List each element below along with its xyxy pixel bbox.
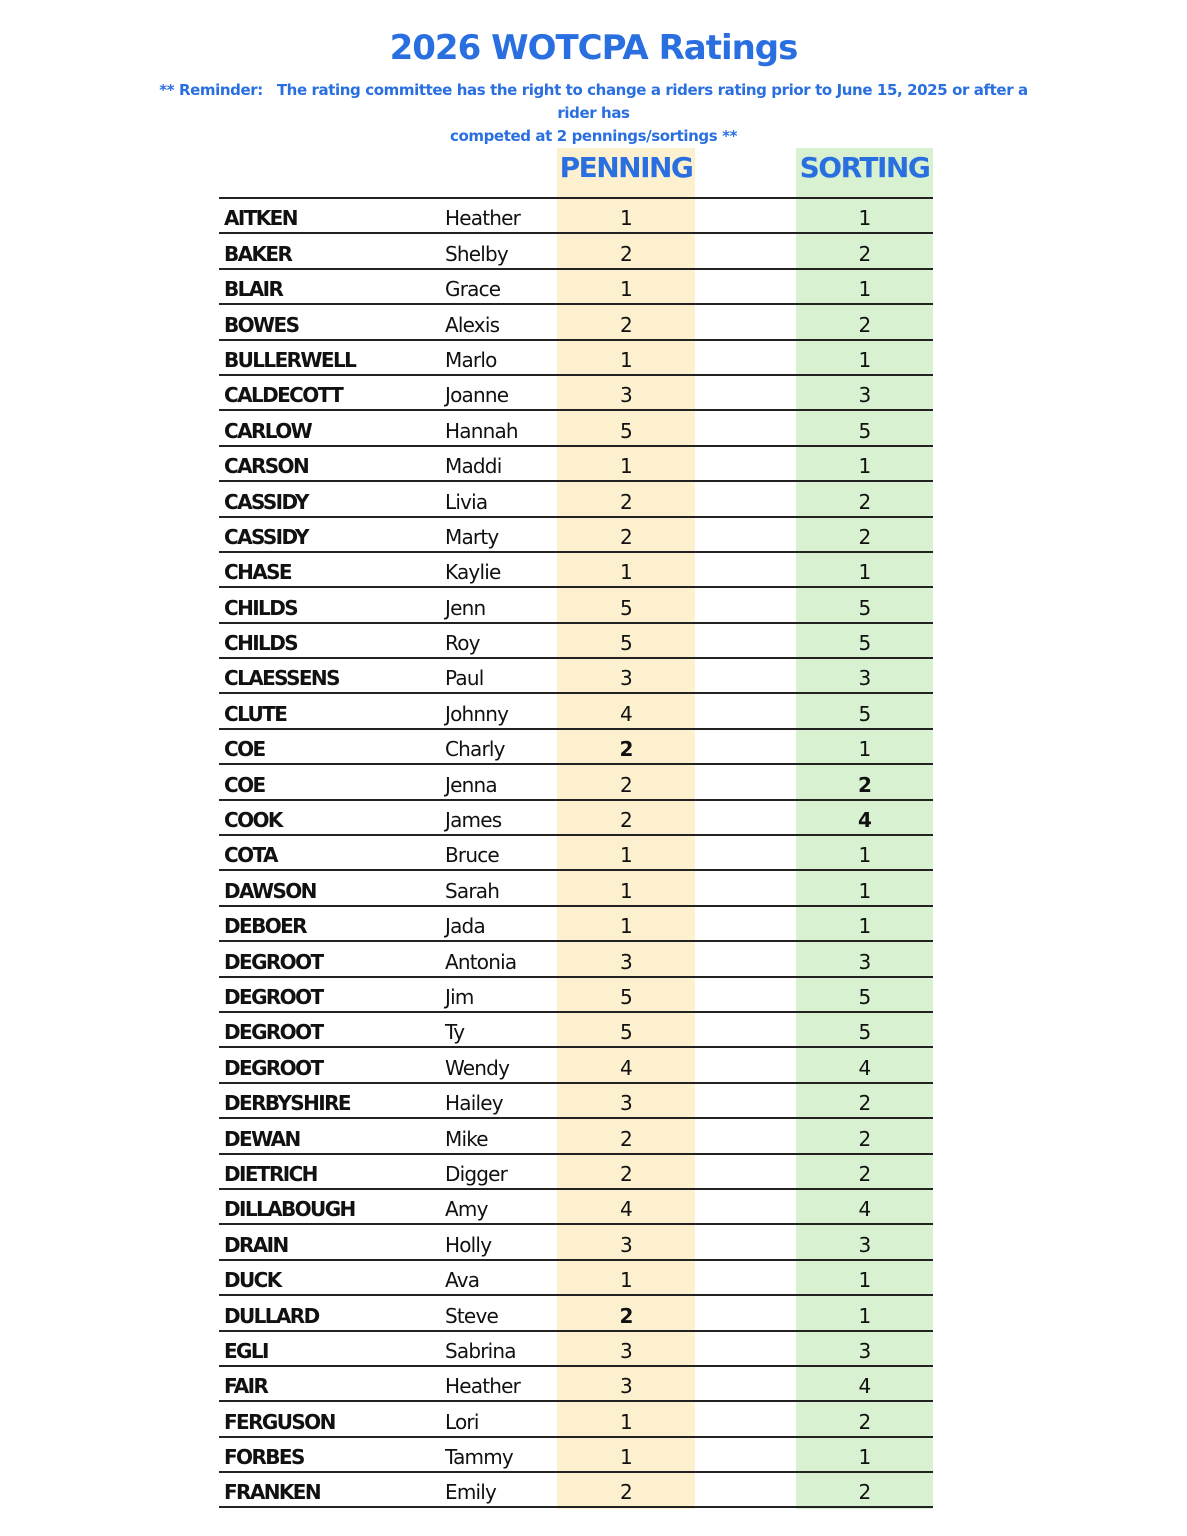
penning-rating: 2 <box>620 241 632 266</box>
sorting-rating: 4 <box>858 1374 871 1399</box>
rider-first-name: Sarah <box>445 878 500 903</box>
rider-first-name: Johnny <box>445 701 509 726</box>
sorting-rating: 1 <box>858 737 871 762</box>
penning-rating: 1 <box>620 1409 632 1434</box>
rider-last-name: DULLARD <box>224 1303 319 1328</box>
table-row <box>219 1048 933 1083</box>
rider-first-name: Ava <box>445 1268 480 1293</box>
ratings-table <box>219 199 933 1508</box>
rider-first-name: Grace <box>445 277 501 302</box>
rider-first-name: James <box>445 808 502 833</box>
penning-rating: 3 <box>620 1091 632 1116</box>
rider-first-name: Wendy <box>445 1055 510 1080</box>
rider-first-name: Jenn <box>445 595 486 620</box>
sorting-rating: 5 <box>858 418 871 443</box>
rider-first-name: Marty <box>445 524 499 549</box>
rider-first-name: Holly <box>445 1232 492 1257</box>
penning-rating: 3 <box>620 1232 632 1257</box>
sorting-rating: 1 <box>858 914 871 939</box>
rider-last-name: FORBES <box>224 1445 304 1470</box>
rider-last-name: CALDECOTT <box>224 383 343 408</box>
rider-last-name: DILLABOUGH <box>224 1197 355 1222</box>
rider-last-name: BLAIR <box>224 277 283 302</box>
penning-rating: 2 <box>620 524 632 549</box>
rider-first-name: Heather <box>445 206 521 231</box>
rider-last-name: BAKER <box>224 241 292 266</box>
rider-last-name: DRAIN <box>224 1232 288 1257</box>
sorting-rating: 2 <box>858 1126 871 1151</box>
table-row <box>219 1332 933 1367</box>
penning-rating: 1 <box>620 277 632 302</box>
sorting-rating: 5 <box>858 701 871 726</box>
sorting-rating: 3 <box>858 949 871 974</box>
rider-last-name: COOK <box>224 808 282 833</box>
rider-last-name: COE <box>224 737 265 762</box>
table-row <box>219 1084 933 1119</box>
table-row <box>219 553 933 588</box>
rider-last-name: CLUTE <box>224 701 287 726</box>
penning-rating: 5 <box>620 1020 632 1045</box>
table-row <box>219 1261 933 1296</box>
sorting-rating: 5 <box>858 595 871 620</box>
rider-last-name: EGLI <box>224 1338 268 1363</box>
table-row <box>219 1402 933 1437</box>
rider-first-name: Marlo <box>445 347 497 372</box>
rider-last-name: DERBYSHIRE <box>224 1091 350 1116</box>
rider-last-name: COTA <box>224 843 277 868</box>
penning-rating: 2 <box>619 1303 633 1328</box>
table-row <box>219 1119 933 1154</box>
sorting-rating: 3 <box>858 1232 871 1257</box>
reminder-text-line2: competed at 2 pennings/sortings ** <box>449 127 738 145</box>
rider-first-name: Emily <box>445 1480 497 1505</box>
sorting-rating: 3 <box>858 1338 871 1363</box>
sorting-rating: 5 <box>858 1020 871 1045</box>
sorting-rating: 2 <box>858 1091 871 1116</box>
table-row <box>219 411 933 446</box>
rider-first-name: Amy <box>445 1197 488 1222</box>
sorting-rating: 2 <box>857 772 872 797</box>
rider-first-name: Shelby <box>445 241 508 266</box>
rider-last-name: CHILDS <box>224 631 298 656</box>
rider-first-name: Hailey <box>445 1091 503 1116</box>
penning-rating: 1 <box>620 843 632 868</box>
penning-rating: 1 <box>620 347 632 372</box>
penning-rating: 2 <box>619 737 633 762</box>
table-row <box>219 270 933 305</box>
sorting-rating: 2 <box>858 524 871 549</box>
penning-rating: 2 <box>620 1480 632 1505</box>
table-row <box>219 1013 933 1048</box>
rider-first-name: Ty <box>445 1020 465 1045</box>
rider-first-name: Joanne <box>445 383 509 408</box>
table-row <box>219 907 933 942</box>
penning-rating: 4 <box>620 1197 632 1222</box>
table-row <box>219 730 933 765</box>
sorting-column-header: SORTING <box>799 151 930 184</box>
rider-last-name: BULLERWELL <box>224 347 356 372</box>
sorting-rating: 2 <box>858 1161 871 1186</box>
rider-first-name: Mike <box>445 1126 488 1151</box>
table-row <box>219 801 933 836</box>
table-row <box>219 1296 933 1331</box>
sorting-rating: 4 <box>858 1055 871 1080</box>
table-row <box>219 1190 933 1225</box>
rider-first-name: Charly <box>445 737 505 762</box>
table-row <box>219 447 933 482</box>
penning-rating: 2 <box>620 489 632 514</box>
rider-last-name: CHASE <box>224 560 291 585</box>
rider-last-name: DEWAN <box>224 1126 300 1151</box>
penning-rating: 3 <box>620 383 632 408</box>
sorting-rating: 5 <box>858 984 871 1009</box>
rider-first-name: Digger <box>445 1161 508 1186</box>
rider-first-name: Paul <box>445 666 484 691</box>
rider-last-name: FRANKEN <box>224 1480 320 1505</box>
sorting-rating: 1 <box>858 347 871 372</box>
rider-first-name: Maddi <box>445 454 502 479</box>
rider-last-name: DEBOER <box>224 914 306 939</box>
reminder-prefix: ** Reminder: <box>159 81 263 99</box>
table-row <box>219 871 933 906</box>
table-row <box>219 1473 933 1508</box>
rider-last-name: DEGROOT <box>224 1055 323 1080</box>
penning-rating: 3 <box>620 1338 632 1363</box>
rider-first-name: Bruce <box>445 843 499 868</box>
rider-last-name: DEGROOT <box>224 1020 323 1045</box>
penning-rating: 5 <box>620 595 632 620</box>
penning-rating: 4 <box>620 1055 632 1080</box>
rider-last-name: FAIR <box>224 1374 268 1399</box>
rider-last-name: FERGUSON <box>224 1409 335 1434</box>
rider-first-name: Lori <box>445 1409 479 1434</box>
sorting-rating: 3 <box>858 383 871 408</box>
rider-first-name: Roy <box>445 631 480 656</box>
table-row <box>219 1155 933 1190</box>
rider-last-name: COE <box>224 772 265 797</box>
rider-last-name: AITKEN <box>224 206 297 231</box>
penning-rating: 1 <box>620 454 632 479</box>
sorting-rating: 1 <box>858 1268 871 1293</box>
rider-last-name: DEGROOT <box>224 984 323 1009</box>
table-row <box>219 836 933 871</box>
table-row <box>219 234 933 269</box>
sorting-rating: 1 <box>858 560 871 585</box>
sorting-rating: 4 <box>858 1197 871 1222</box>
sorting-rating: 4 <box>857 808 872 833</box>
table-row <box>219 305 933 340</box>
sorting-rating: 1 <box>858 277 871 302</box>
sorting-rating: 2 <box>858 489 871 514</box>
sorting-rating: 2 <box>858 1409 871 1434</box>
rider-first-name: Alexis <box>445 312 500 337</box>
penning-rating: 2 <box>620 1161 632 1186</box>
rider-last-name: CHILDS <box>224 595 298 620</box>
rider-last-name: CASSIDY <box>224 524 308 549</box>
reminder-note <box>140 79 1047 148</box>
rider-first-name: Kaylie <box>445 560 501 585</box>
table-row <box>219 624 933 659</box>
rider-last-name: CARSON <box>224 454 309 479</box>
penning-rating: 1 <box>620 914 632 939</box>
penning-rating: 4 <box>620 701 632 726</box>
rider-last-name: CASSIDY <box>224 489 308 514</box>
sorting-rating: 1 <box>858 843 871 868</box>
penning-rating: 2 <box>620 1126 632 1151</box>
rider-last-name: BOWES <box>224 312 299 337</box>
table-row <box>219 978 933 1013</box>
sorting-rating: 2 <box>858 241 871 266</box>
penning-rating: 2 <box>620 808 632 833</box>
sorting-rating: 1 <box>858 1303 871 1328</box>
table-row <box>219 588 933 623</box>
table-row <box>219 376 933 411</box>
table-row <box>219 482 933 517</box>
penning-rating: 5 <box>620 984 632 1009</box>
rider-last-name: DAWSON <box>224 878 316 903</box>
rider-last-name: CLAESSENS <box>224 666 339 691</box>
penning-rating: 3 <box>620 949 632 974</box>
rider-last-name: DUCK <box>224 1268 281 1293</box>
sorting-rating: 5 <box>858 631 871 656</box>
penning-rating: 2 <box>620 772 632 797</box>
sorting-rating: 2 <box>858 1480 871 1505</box>
rider-last-name: CARLOW <box>224 418 312 443</box>
sorting-rating: 2 <box>858 312 871 337</box>
rider-first-name: Sabrina <box>445 1338 516 1363</box>
rider-first-name: Steve <box>445 1303 498 1328</box>
rider-first-name: Heather <box>445 1374 521 1399</box>
sorting-rating: 1 <box>858 878 871 903</box>
penning-rating: 2 <box>620 312 632 337</box>
sorting-rating: 1 <box>858 454 871 479</box>
rider-first-name: Jada <box>445 914 485 939</box>
penning-rating: 1 <box>620 1268 632 1293</box>
table-row <box>219 1367 933 1402</box>
penning-rating: 3 <box>620 666 632 691</box>
table-row <box>219 1225 933 1260</box>
rider-first-name: Tammy <box>445 1445 513 1470</box>
rider-first-name: Hannah <box>445 418 518 443</box>
penning-column-header: PENNING <box>559 151 693 184</box>
page-title: 2026 WOTCPA Ratings <box>389 28 798 68</box>
table-row <box>219 341 933 376</box>
rider-last-name: DIETRICH <box>224 1161 317 1186</box>
table-row <box>219 199 933 234</box>
table-row <box>219 518 933 553</box>
sorting-rating: 1 <box>858 1445 871 1470</box>
rider-first-name: Jim <box>445 984 474 1009</box>
table-row <box>219 765 933 800</box>
penning-rating: 3 <box>620 1374 632 1399</box>
sorting-rating: 1 <box>858 206 871 231</box>
sorting-rating: 3 <box>858 666 871 691</box>
table-row <box>219 942 933 977</box>
rider-first-name: Jenna <box>445 772 497 797</box>
reminder-text: The rating committee has the right to change a riders rating prior to June 15, 2025 or after a rider has <box>276 81 1028 122</box>
table-row <box>219 694 933 729</box>
table-row <box>219 659 933 694</box>
penning-rating: 5 <box>620 631 632 656</box>
table-row <box>219 1438 933 1473</box>
rider-first-name: Livia <box>445 489 488 514</box>
penning-rating: 5 <box>620 418 632 443</box>
penning-rating: 1 <box>620 1445 632 1470</box>
rider-first-name: Antonia <box>445 949 517 974</box>
penning-rating: 1 <box>620 878 632 903</box>
penning-rating: 1 <box>620 560 632 585</box>
rider-last-name: DEGROOT <box>224 949 323 974</box>
penning-rating: 1 <box>620 206 632 231</box>
